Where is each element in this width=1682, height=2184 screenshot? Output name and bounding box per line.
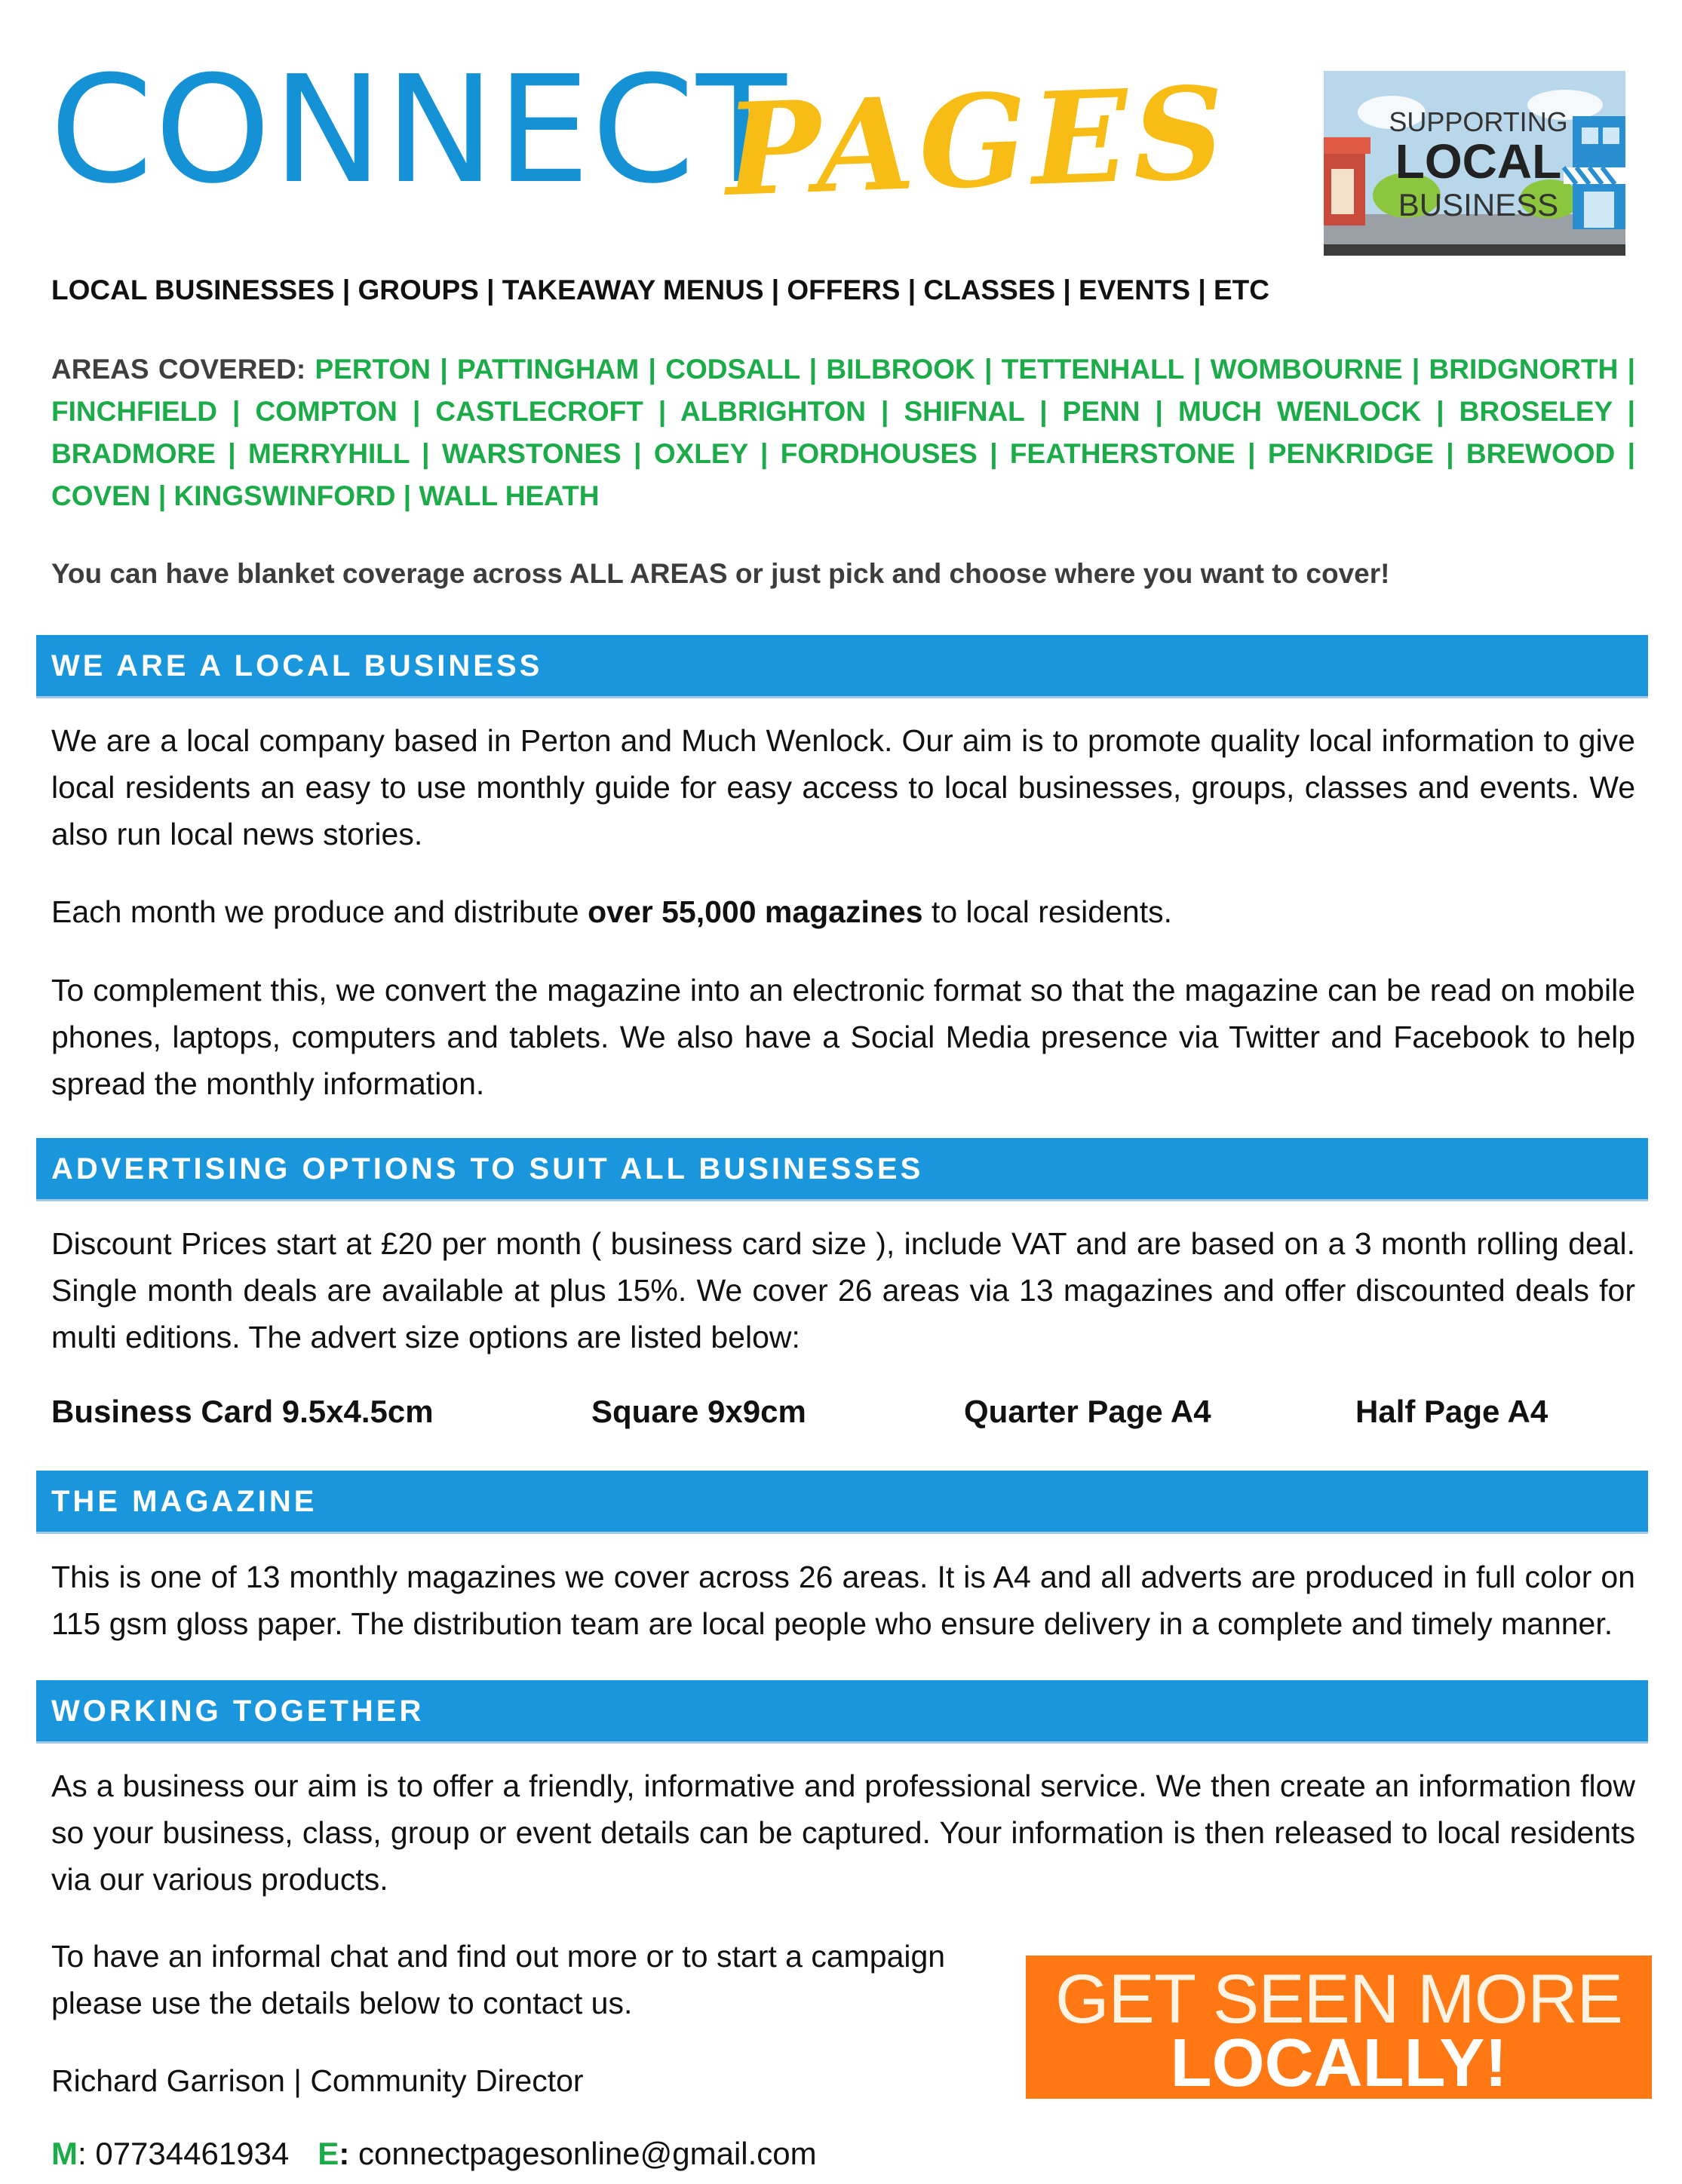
magazine-count: over 55,000 magazines — [588, 894, 923, 929]
supporting-local-business-logo — [1324, 71, 1625, 256]
local-paragraph-1: We are a local company based in Perton and Much Wenlock. Our aim is to promote quality local information to give local residents an easy to use monthly guide for easy access to local businesses, groups, classes and events. We also run local news stories. — [51, 723, 1635, 851]
local-paragraph-2: Each month we produce and distribute over 55,000 magazines to local residents. — [51, 894, 1172, 929]
cta-line2: LOCALLY! — [1170, 2026, 1508, 2101]
section-header-local — [36, 635, 1648, 698]
cta-line1: GET SEEN MORE — [1054, 1961, 1623, 2038]
areas-covered — [51, 348, 1635, 517]
section-title-magazine: THE MAGAZINE — [51, 1485, 318, 1518]
logo-line3: BUSINESS — [1398, 187, 1559, 222]
mobile-label: M — [51, 2136, 78, 2171]
section-header-magazine — [36, 1471, 1648, 1534]
categories-line: LOCAL BUSINESSES | GROUPS | TAKEAWAY MENUS | OFFERS | CLASSES | EVENTS | ETC — [51, 275, 1269, 305]
advert-size-square: Square 9x9cm — [591, 1394, 806, 1429]
section-title-local: WE ARE A LOCAL BUSINESS — [51, 649, 543, 682]
local-paragraph-3: To complement this, we convert the magazine into an electronic format so that the magazine can be read on mobile phones, laptops, computers and tablets. We also have a Social Media presence via Twitter and Facebook to help spread the monthly information. — [51, 973, 1635, 1101]
storefront-icon-left — [1324, 137, 1370, 225]
logo-line2: LOCAL — [1395, 134, 1562, 189]
areas-label: AREAS COVERED: — [51, 354, 306, 385]
advert-size-half-page: Half Page A4 — [1355, 1394, 1548, 1429]
mobile-number[interactable]: 07734461934 — [95, 2136, 290, 2171]
title-connect: CONNECT — [50, 44, 788, 216]
storefront-icon-right — [1564, 116, 1625, 229]
title-pages: PAGES — [723, 57, 1232, 225]
email-label: E — [318, 2136, 339, 2171]
advertising-paragraph: Discount Prices start at £20 per month ( business card size ), include VAT and are based on a 3 month rolling deal. Single month deals are available at plus 15%. We cover 26 areas via 13 magazines and offer discounted deals for multi editions. The advert size options are listed below: — [51, 1226, 1635, 1354]
advert-size-quarter-page: Quarter Page A4 — [964, 1394, 1211, 1429]
signature: Richard Garrison | Community Director — [51, 2063, 584, 2098]
blanket-coverage-note: You can have blanket coverage across ALL AREAS or just pick and choose where you want to cover! — [51, 558, 1390, 589]
section-header-working — [36, 1680, 1648, 1744]
advert-size-business-card: Business Card 9.5x4.5cm — [51, 1394, 434, 1429]
email-address[interactable]: connectpagesonline@gmail.com — [358, 2136, 817, 2171]
contact-line: M: 07734461934 E: connectpagesonline@gmail.com — [51, 2136, 817, 2171]
section-title-working: WORKING TOGETHER — [51, 1695, 425, 1728]
areas-list: PERTON | PATTINGHAM | CODSALL | BILBROOK | TETTENHALL | WOMBOURNE | BRIDGNORTH | FINCHFIELD | COMPTON | CASTLECROFT | ALBRIGHTON | SHIFNAL | PENN | MUCH WENLOCK | BROSELEY | BRADMORE | MERRYHILL | WARSTONES | OXLEY | FORDHOUSES | FEATHERSTONE | PENKRIDGE | BREWOOD | COVEN | KINGSWINFORD | WALL HEATH — [51, 354, 1635, 511]
section-title-advertising: ADVERTISING OPTIONS TO SUIT ALL BUSINESSES — [51, 1152, 924, 1186]
working-paragraph-1: As a business our aim is to offer a friendly, informative and professional service. We then create an information flow so your business, class, group or event details can be captured. Your information is then released to local residents via our various products. — [51, 1768, 1635, 1897]
working-paragraph-2: To have an informal chat and find out more or to start a campaign please use the details below to contact us. — [51, 1939, 946, 2020]
section-header-advertising — [36, 1138, 1648, 1201]
logo-line1: SUPPORTING — [1389, 106, 1568, 137]
get-seen-more-banner — [1026, 1955, 1652, 2099]
magazine-paragraph: This is one of 13 monthly magazines we cover across 26 areas. It is A4 and all adverts are produced in full color on 115 gsm gloss paper. The distribution team are local people who ensure delivery in a complete and timely manner. — [51, 1560, 1635, 1641]
